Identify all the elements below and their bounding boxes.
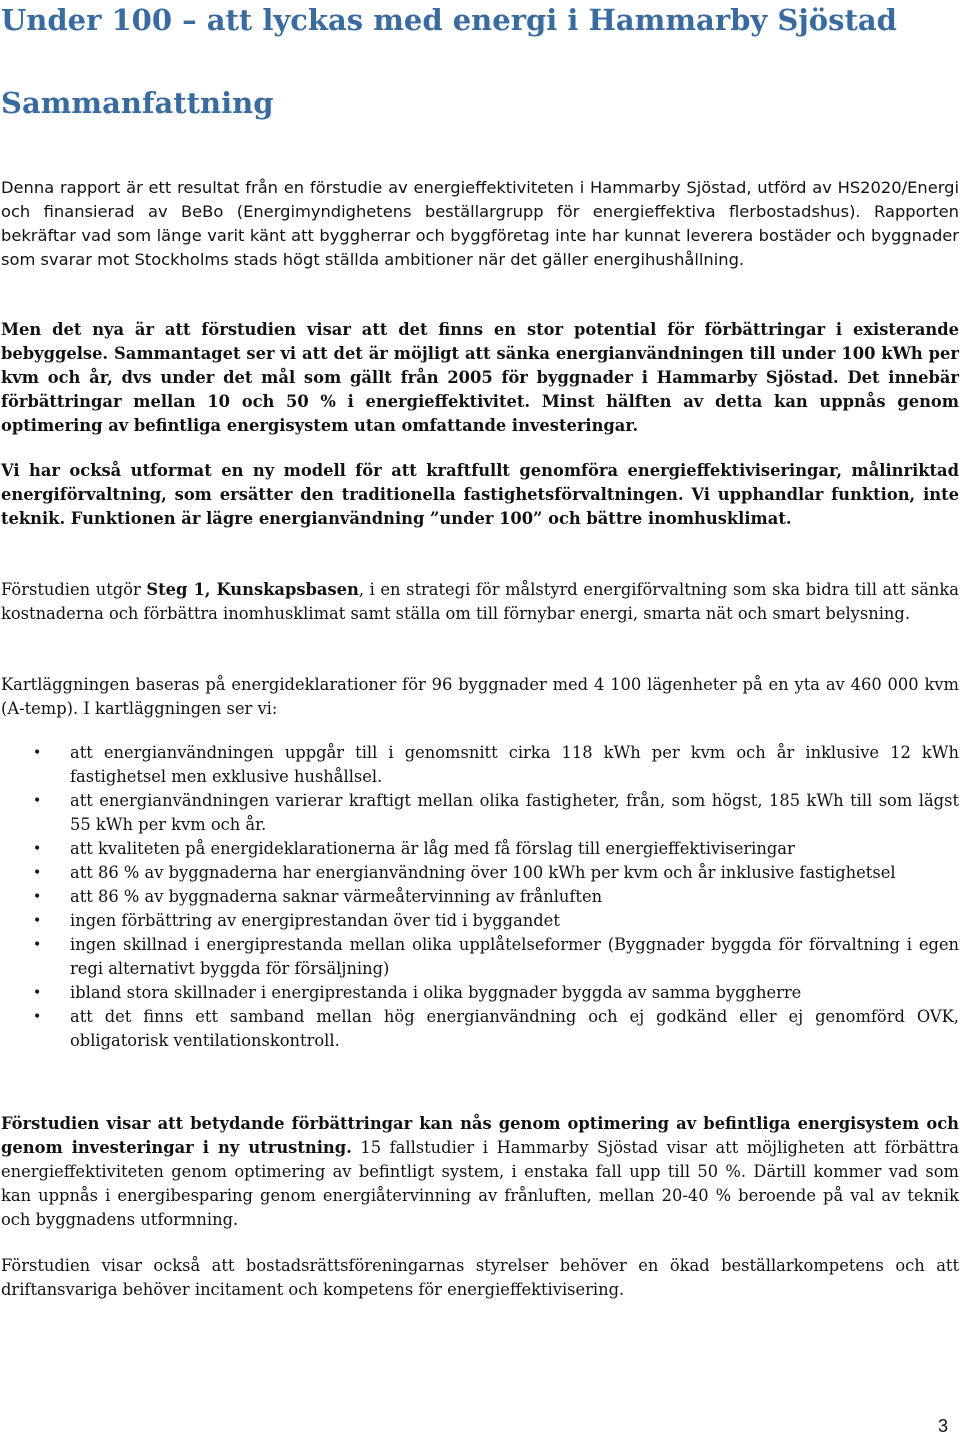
list-item-text: att kvaliteten på energideklarationerna är låg med få förslag till energieffektiviseringar xyxy=(70,839,795,858)
intro-sentence-2: Rapporten bekräftar vad som länge varit känt att byggherrar och byggföretag inte har kunnat leverera bostäder och byggnader som svarar mot Stockholms stads högt ställda ambitioner när det gäller energihushållning. xyxy=(1,202,959,269)
list-item xyxy=(0,741,959,789)
intro-paragraph xyxy=(1,176,959,272)
list-item xyxy=(0,789,959,837)
list-item-text: ingen förbättring av energiprestandan över tid i byggandet xyxy=(70,911,560,930)
strategy-text-post: , i en strategi för målstyrd energiförvaltning som ska bidra till att sänka kostnaderna och förbättra inomhusklimat samt ställa om till förnybar energi, smarta nät och smart belysning. xyxy=(1,580,959,623)
list-item-text: att energianvändningen varierar kraftigt mellan olika fastigheter, från, som högst, 185 kWh till som lägst 55 kWh per kvm och år. xyxy=(70,791,959,834)
list-item-text: ibland stora skillnader i energiprestanda i olika byggnader byggda av samma byggherre xyxy=(70,983,802,1002)
strategy-step-label: Steg 1, Kunskapsbasen xyxy=(146,580,359,599)
strategy-text-pre: Förstudien utgör xyxy=(1,580,147,599)
bullet-icon: • xyxy=(33,745,42,761)
list-item-text: att 86 % av byggnaderna saknar värmeåtervinning av frånluften xyxy=(70,887,603,906)
list-item-text: att energianvändningen uppgår till i genomsnitt cirka 118 kWh per kvm och år inklusive 12 kWh fastighetsel men exklusive hushållsel. xyxy=(70,743,959,786)
list-item-text: att 86 % av byggnaderna har energianvändning över 100 kWh per kvm och år inklusive fastighetsel xyxy=(70,863,896,882)
list-item xyxy=(0,885,959,909)
bullet-icon: • xyxy=(33,793,42,809)
list-item-text: ingen skillnad i energiprestanda mellan olika upplåtelseformer (Byggnader byggda för förvaltning i egen regi alternativt byggda för försäljning) xyxy=(70,935,959,978)
bullet-icon: • xyxy=(33,889,42,905)
bullet-icon: • xyxy=(33,865,42,881)
list-item xyxy=(0,861,959,885)
document-title: Under 100 – att lyckas med energi i Hammarby Sjöstad xyxy=(1,3,897,37)
list-item xyxy=(0,933,959,981)
improvements-text: 15 fallstudier i Hammarby Sjöstad visar att möjligheten att förbättra energieffektiviteten genom optimering av befintligt system, i enstaka fall upp till 50 %. Därtill kommer vad som kan uppnås i energibesparing genom energiåtervinning av frånluften, mellan 20-40 % beroende på val av teknik och byggnadens utformning. xyxy=(1,1138,959,1229)
bullet-icon: • xyxy=(33,985,42,1001)
page-number: 3 xyxy=(938,1416,949,1436)
strategy-paragraph xyxy=(1,578,959,626)
bullet-icon: • xyxy=(33,937,42,953)
bullet-icon: • xyxy=(33,841,42,857)
list-item xyxy=(0,837,959,861)
list-item xyxy=(0,981,959,1005)
improvements-lead: Förstudien visar att betydande förbättringar kan nås genom optimering av befintliga energisystem och genom investeringar i ny utrustning. xyxy=(1,1114,959,1157)
intro-sentence-1: Denna rapport är ett resultat från en förstudie av energieffektiviteten i Hammarby Sjöstad, utförd av HS2020/Energi och finansierad av BeBo (Energimyndighetens beställargrupp för energieffektiva flerbostadshus). xyxy=(1,178,959,221)
findings-list xyxy=(0,741,960,1053)
list-item xyxy=(0,1005,959,1053)
potential-paragraph: Men det nya är att förstudien visar att det finns en stor potential för förbättringar i existerande bebyggelse. Sammantaget ser vi att det är möjligt att sänka energianvändningen till under 100 kWh per kvm och år, dvs under det mål som gällt från 2005 för byggnader i Hammarby Sjöstad. Det innebär förbättringar mellan 10 och 50 % i energieffektivitet. Minst hälften av detta kan uppnås genom optimering av befintliga energisystem utan omfattande investeringar. xyxy=(1,320,959,435)
improvements-paragraph xyxy=(1,1112,959,1232)
conclusion-paragraph: Förstudien visar också att bostadsrättsföreningarnas styrelser behöver en ökad beställarkompetens och att driftansvariga behöver incitament och kompetens för energieffektivisering. xyxy=(1,1256,959,1299)
list-item xyxy=(0,909,959,933)
model-paragraph: Vi har också utformat en ny modell för att kraftfullt genomföra energieffektiviseringar, målinriktad energiförvaltning, som ersätter den traditionella fastighetsförvaltningen. Vi upphandlar funktion, inte teknik. Funktionen är lägre energianvändning ”under 100” och bättre inomhusklimat. xyxy=(1,461,959,528)
section-heading: Sammanfattning xyxy=(1,86,274,120)
bullet-icon: • xyxy=(33,1009,42,1025)
bullet-icon: • xyxy=(33,913,42,929)
survey-paragraph: Kartläggningen baseras på energideklarationer för 96 byggnader med 4 100 lägenheter på en yta av 460 000 kvm (A-temp). I kartläggningen ser vi: xyxy=(1,675,959,718)
list-item-text: att det finns ett samband mellan hög energianvändning och ej godkänd eller ej genomförd OVK, obligatorisk ventilationskontroll. xyxy=(70,1007,959,1050)
